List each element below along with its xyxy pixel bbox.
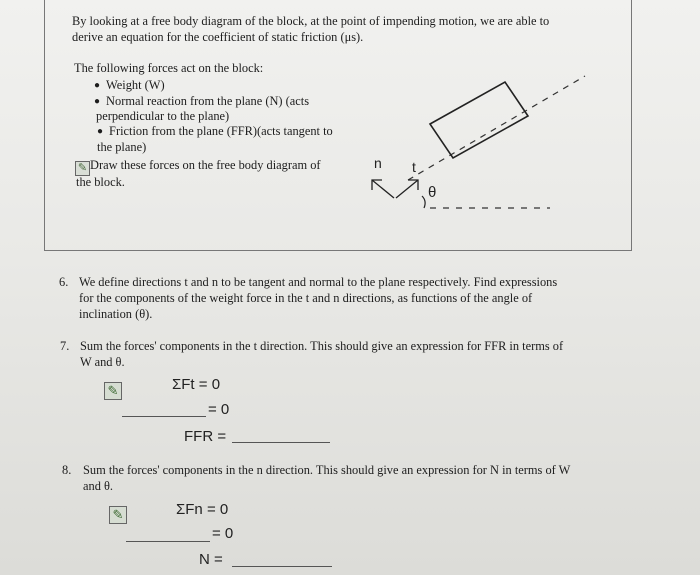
n-axis-arrow xyxy=(372,180,394,198)
q8-equation-zero: = 0 xyxy=(212,525,234,542)
draw-instruction-text: Draw these forces on the free body diagram of xyxy=(90,158,321,172)
q8-line-2: and θ. xyxy=(83,479,114,493)
pencil-check-icon[interactable]: ✎ xyxy=(109,506,127,524)
q7-equation-zero: = 0 xyxy=(208,401,230,418)
q7-answer-blank-1[interactable] xyxy=(122,416,206,417)
n-label: n xyxy=(374,155,382,171)
force-item-label: Friction from the plane (FFR)(acts tangent to xyxy=(109,124,333,138)
q7-equation-sum: ΣFt = 0 xyxy=(172,376,221,393)
q7-equation-ffr: FFR = xyxy=(184,428,227,445)
force-item-friction-cont: the plane) xyxy=(97,140,147,154)
q7-line-2: W and θ. xyxy=(80,355,125,369)
q8-equation-sum: ΣFn = 0 xyxy=(176,501,229,518)
q8-answer-blank-1[interactable] xyxy=(126,541,210,542)
q6-line-1: We define directions t and n to be tangent and normal to the plane respectively. Find expressions xyxy=(79,275,558,289)
angle-arc xyxy=(422,196,425,208)
bullet: ● xyxy=(94,80,101,91)
t-axis-arrow xyxy=(396,180,418,198)
q7-line-1: Sum the forces' components in the t direction. This should give an expression for FFR in terms of xyxy=(80,339,564,353)
block xyxy=(430,82,528,158)
q6-number: 6. xyxy=(59,275,69,289)
pencil-check-icon[interactable]: ✎ xyxy=(75,161,90,176)
q7-answer-blank-2[interactable] xyxy=(232,442,330,443)
force-item-weight xyxy=(94,77,165,94)
q8-answer-blank-2[interactable] xyxy=(232,566,332,567)
draw-instruction-cont: the block. xyxy=(76,175,125,189)
q8-number: 8. xyxy=(62,463,72,477)
force-item-label: Normal reaction from the plane (N) (acts xyxy=(106,94,310,108)
pencil-check-icon[interactable]: ✎ xyxy=(104,382,122,400)
q8-equation-n: N = xyxy=(199,551,223,568)
intro-line-2: derive an equation for the coefficient of static friction (μs). xyxy=(72,30,364,44)
bullet: ● xyxy=(97,126,104,137)
theta-label: θ xyxy=(428,184,437,201)
q6-line-2: for the components of the weight force in the t and n directions, as functions of the angle of xyxy=(79,291,533,305)
q6-line-3: inclination (θ). xyxy=(79,307,153,321)
force-item-normal-cont: perpendicular to the plane) xyxy=(96,109,230,123)
q8-line-1: Sum the forces' components in the n direction. This should give an expression for N in terms of W xyxy=(83,463,571,477)
forces-heading: The following forces act on the block: xyxy=(74,61,264,75)
intro-line-1: By looking at a free body diagram of the block, at the point of impending motion, we are able to xyxy=(72,14,550,28)
t-label: t xyxy=(412,159,416,175)
incline-line xyxy=(408,76,585,180)
q7-number: 7. xyxy=(60,339,70,353)
force-item-label: Weight (W) xyxy=(106,78,165,92)
bullet: ● xyxy=(94,96,101,107)
free-body-diagram[interactable] xyxy=(360,68,600,218)
force-item-friction xyxy=(97,123,333,140)
